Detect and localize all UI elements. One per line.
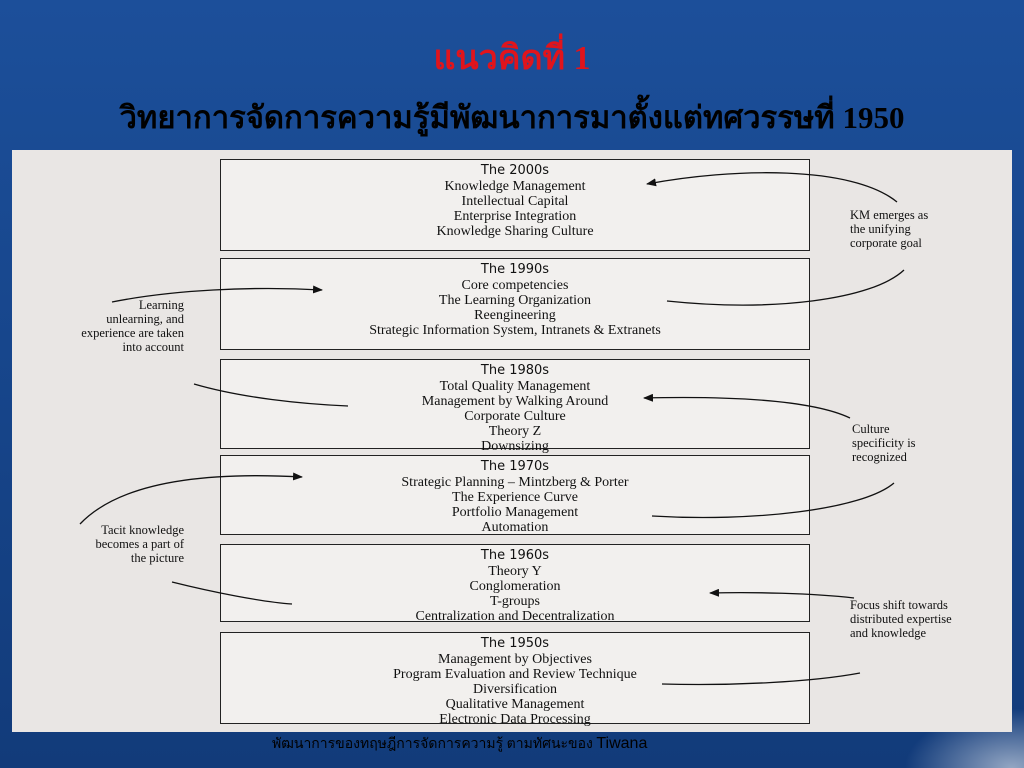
era-heading: The 1970s <box>480 459 550 474</box>
era-item: Electronic Data Processing <box>439 712 591 727</box>
era-item: Corporate Culture <box>464 409 566 424</box>
arrow-1990s-out <box>667 270 904 305</box>
arrow-learning <box>112 289 322 303</box>
era-heading: The 1950s <box>480 636 550 651</box>
note-line: corporate goal <box>850 236 922 250</box>
arrow-1970s-out <box>652 483 894 518</box>
era-item: Automation <box>481 520 549 535</box>
era-item: Core competencies <box>461 278 569 293</box>
arrow-tacit <box>80 476 302 524</box>
slide-title: แนวคิดที่ 1 <box>433 40 591 77</box>
arrow-1950s-out <box>662 673 860 685</box>
era-item: Theory Z <box>488 424 542 439</box>
note-line: Culture <box>852 422 890 436</box>
era-item: The Learning Organization <box>438 293 592 308</box>
era-item: Strategic Planning – Mintzberg & Porter <box>401 475 629 490</box>
era-item: The Experience Curve <box>452 490 578 505</box>
era-heading: The 1980s <box>480 363 550 378</box>
arrow-focus-shift <box>710 593 854 598</box>
caption-author: Tiwana <box>596 735 648 752</box>
era-item: Knowledge Management <box>444 179 586 194</box>
arrow-1980s-out <box>194 384 348 406</box>
era-item: Total Quality Management <box>439 379 591 394</box>
era-item: Intellectual Capital <box>461 194 569 209</box>
era-item: Theory Y <box>488 564 542 579</box>
era-item: Portfolio Management <box>451 505 579 520</box>
note-line: Tacit knowledge <box>101 523 184 537</box>
era-item: Program Evaluation and Review Technique <box>393 667 637 682</box>
era-heading: The 2000s <box>480 163 550 178</box>
note-line: specificity is <box>852 436 916 450</box>
note-line: the unifying <box>850 222 911 236</box>
note-line: recognized <box>852 450 907 464</box>
note-line: unlearning, and <box>106 312 184 326</box>
arrow-km-emerges <box>647 173 897 202</box>
era-item: Strategic Information System, Intranets & Extranets <box>369 323 661 338</box>
era-item: Reengineering <box>474 308 556 323</box>
era-item: Diversification <box>473 682 557 697</box>
caption-text: พัฒนาการของทฤษฎีการจัดการความรู้ ตามทัศนะของ <box>272 737 593 752</box>
era-item: Downsizing <box>481 439 549 454</box>
era-heading: The 1990s <box>480 262 550 277</box>
connector-arrows <box>12 150 1012 732</box>
note-line: experience are taken <box>81 326 184 340</box>
era-heading: The 1960s <box>480 548 550 563</box>
note-line: distributed expertise <box>850 612 952 626</box>
arrow-1960s-out <box>172 582 292 604</box>
figure-caption <box>272 733 647 755</box>
note-line: Focus shift towards <box>850 598 948 612</box>
note-line: and knowledge <box>850 626 927 640</box>
arrow-culture <box>644 398 850 418</box>
note-line: Learning <box>138 298 184 312</box>
era-item: Management by Walking Around <box>421 394 609 409</box>
slide-subtitle: วิทยาการจัดการความรู้มีพัฒนาการมาตั้งแต่ทศวรรษที่ 1950 <box>119 100 905 135</box>
note-line: into account <box>122 340 184 354</box>
era-item: Knowledge Sharing Culture <box>436 224 594 239</box>
era-item: Management by Objectives <box>438 652 592 667</box>
km-evolution-figure <box>12 150 1012 732</box>
era-item: Enterprise Integration <box>453 209 577 224</box>
note-line: the picture <box>130 551 184 565</box>
era-item: T-groups <box>489 594 541 609</box>
era-item: Qualitative Management <box>445 697 585 712</box>
era-item: Conglomeration <box>469 579 561 594</box>
note-line: KM emerges as <box>850 208 929 222</box>
note-line: becomes a part of <box>95 537 184 551</box>
era-item: Centralization and Decentralization <box>415 609 615 624</box>
